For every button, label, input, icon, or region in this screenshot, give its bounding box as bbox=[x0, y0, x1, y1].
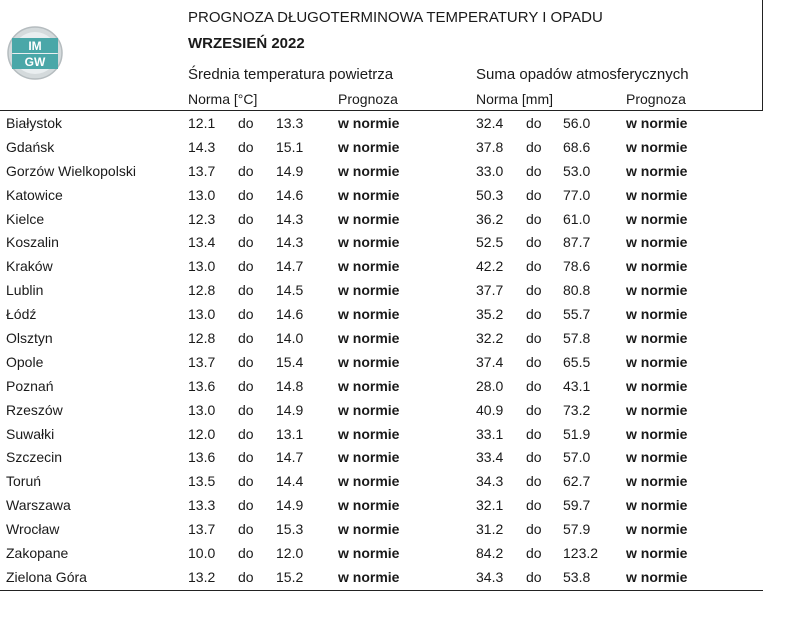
precipitation-section-title: Suma opadów atmosferycznych bbox=[476, 66, 689, 83]
precipitation-forecast-header: Prognoza bbox=[626, 91, 686, 107]
precip-norm-max: 65.5 bbox=[563, 353, 591, 370]
temp-forecast: w normie bbox=[338, 115, 400, 131]
temp-forecast: w normie bbox=[338, 138, 400, 155]
table-row bbox=[0, 351, 800, 375]
table-row bbox=[0, 470, 800, 494]
table-row bbox=[0, 542, 800, 566]
temp-forecast: w normie bbox=[338, 210, 400, 227]
precip-norm-min: 84.2 bbox=[476, 545, 504, 562]
precip-range-to: do bbox=[526, 258, 542, 275]
temp-range-to: do bbox=[238, 306, 254, 323]
temp-norm-min: 13.4 bbox=[188, 234, 216, 251]
temp-norm-min: 13.3 bbox=[188, 497, 216, 514]
precip-range-to: do bbox=[526, 377, 542, 394]
city-name: Suwałki bbox=[6, 425, 55, 442]
temp-norm-max: 14.6 bbox=[276, 306, 304, 323]
precip-norm-max: 123.2 bbox=[563, 545, 599, 562]
temp-norm-min: 13.0 bbox=[188, 401, 216, 418]
city-name: Zielona Góra bbox=[6, 568, 87, 585]
temp-range-to: do bbox=[238, 568, 254, 585]
temp-range-to: do bbox=[238, 497, 254, 514]
temp-norm-min: 14.3 bbox=[188, 138, 216, 155]
precip-forecast: w normie bbox=[626, 449, 688, 466]
table-row bbox=[0, 160, 800, 184]
temperature-norm-header: Norma [°C] bbox=[188, 91, 258, 107]
temp-norm-max: 14.3 bbox=[276, 210, 304, 227]
table-row bbox=[0, 255, 800, 279]
temp-norm-min: 13.0 bbox=[188, 186, 216, 203]
precip-norm-min: 42.2 bbox=[476, 258, 504, 275]
table-row bbox=[0, 208, 800, 232]
temp-forecast: w normie bbox=[338, 306, 400, 323]
city-name: Koszalin bbox=[6, 234, 59, 251]
precip-range-to: do bbox=[526, 425, 542, 442]
precip-norm-min: 33.4 bbox=[476, 449, 504, 466]
precip-norm-min: 35.2 bbox=[476, 306, 504, 323]
table-row bbox=[0, 375, 800, 399]
temp-range-to: do bbox=[238, 401, 254, 418]
precip-forecast: w normie bbox=[626, 353, 688, 370]
temp-norm-min: 13.7 bbox=[188, 162, 216, 179]
city-name: Łódź bbox=[6, 306, 37, 323]
precip-range-to: do bbox=[526, 473, 542, 490]
logo-text-top: IM bbox=[28, 39, 42, 53]
precip-range-to: do bbox=[526, 186, 542, 203]
table-row bbox=[0, 399, 800, 423]
precip-norm-min: 32.4 bbox=[476, 115, 504, 131]
temp-forecast: w normie bbox=[338, 521, 400, 538]
temp-norm-max: 14.4 bbox=[276, 473, 304, 490]
imgw-logo bbox=[6, 26, 64, 80]
precip-forecast: w normie bbox=[626, 473, 688, 490]
precip-forecast: w normie bbox=[626, 377, 688, 394]
temp-forecast: w normie bbox=[338, 401, 400, 418]
temperature-section-title: Średnia temperatura powietrza bbox=[188, 66, 394, 83]
precip-forecast: w normie bbox=[626, 282, 688, 299]
temp-forecast: w normie bbox=[338, 353, 400, 370]
city-name: Rzeszów bbox=[6, 401, 63, 418]
precip-forecast: w normie bbox=[626, 497, 688, 514]
temp-forecast: w normie bbox=[338, 449, 400, 466]
temp-norm-min: 13.2 bbox=[188, 568, 216, 585]
header-right-border bbox=[762, 0, 763, 111]
temp-norm-max: 14.9 bbox=[276, 162, 304, 179]
temp-norm-max: 14.5 bbox=[276, 282, 304, 299]
temp-norm-min: 13.0 bbox=[188, 258, 216, 275]
table-row bbox=[0, 184, 800, 208]
precip-norm-min: 33.0 bbox=[476, 162, 504, 179]
temp-norm-min: 13.6 bbox=[188, 377, 216, 394]
header-divider bbox=[0, 110, 763, 111]
temp-norm-max: 14.8 bbox=[276, 377, 304, 394]
temp-norm-min: 13.0 bbox=[188, 306, 216, 323]
forecast-table bbox=[0, 112, 800, 590]
precip-norm-min: 33.1 bbox=[476, 425, 504, 442]
table-row bbox=[0, 136, 800, 160]
temp-forecast: w normie bbox=[338, 377, 400, 394]
precip-forecast: w normie bbox=[626, 138, 688, 155]
temp-norm-max: 14.9 bbox=[276, 497, 304, 514]
precip-range-to: do bbox=[526, 497, 542, 514]
precip-norm-min: 52.5 bbox=[476, 234, 504, 251]
precip-norm-max: 51.9 bbox=[563, 425, 591, 442]
logo-text-bottom: GW bbox=[24, 55, 46, 69]
temp-norm-min: 13.5 bbox=[188, 473, 216, 490]
city-name: Szczecin bbox=[6, 449, 63, 466]
precip-forecast: w normie bbox=[626, 186, 688, 203]
city-name: Gorzów Wielkopolski bbox=[6, 162, 136, 179]
temp-range-to: do bbox=[238, 234, 254, 251]
precip-norm-max: 59.7 bbox=[563, 497, 591, 514]
temp-norm-min: 13.7 bbox=[188, 353, 216, 370]
precip-range-to: do bbox=[526, 138, 542, 155]
precip-norm-min: 32.1 bbox=[476, 497, 504, 514]
temp-forecast: w normie bbox=[338, 234, 400, 251]
temp-range-to: do bbox=[238, 282, 254, 299]
precip-forecast: w normie bbox=[626, 115, 688, 131]
temp-norm-max: 13.1 bbox=[276, 425, 304, 442]
temp-norm-max: 15.1 bbox=[276, 138, 304, 155]
precip-norm-max: 78.6 bbox=[563, 258, 591, 275]
temp-norm-max: 14.7 bbox=[276, 449, 304, 466]
temp-forecast: w normie bbox=[338, 282, 400, 299]
temp-range-to: do bbox=[238, 186, 254, 203]
precip-norm-max: 62.7 bbox=[563, 473, 591, 490]
precip-norm-min: 34.3 bbox=[476, 473, 504, 490]
precip-range-to: do bbox=[526, 568, 542, 585]
temp-range-to: do bbox=[238, 377, 254, 394]
temp-range-to: do bbox=[238, 330, 254, 347]
table-row bbox=[0, 112, 800, 136]
temp-forecast: w normie bbox=[338, 473, 400, 490]
temp-norm-min: 12.3 bbox=[188, 210, 216, 227]
temp-range-to: do bbox=[238, 473, 254, 490]
precip-norm-max: 61.0 bbox=[563, 210, 591, 227]
precip-forecast: w normie bbox=[626, 330, 688, 347]
precip-forecast: w normie bbox=[626, 210, 688, 227]
precip-range-to: do bbox=[526, 282, 542, 299]
temp-range-to: do bbox=[238, 210, 254, 227]
temp-forecast: w normie bbox=[338, 568, 400, 585]
precip-forecast: w normie bbox=[626, 521, 688, 538]
precip-range-to: do bbox=[526, 545, 542, 562]
forecast-month: WRZESIEŃ 2022 bbox=[188, 35, 305, 52]
temp-norm-min: 13.7 bbox=[188, 521, 216, 538]
temp-forecast: w normie bbox=[338, 425, 400, 442]
table-row bbox=[0, 518, 800, 542]
city-name: Kraków bbox=[6, 258, 53, 275]
precip-norm-max: 57.0 bbox=[563, 449, 591, 466]
temp-forecast: w normie bbox=[338, 497, 400, 514]
city-name: Katowice bbox=[6, 186, 63, 203]
precip-forecast: w normie bbox=[626, 258, 688, 275]
precip-norm-min: 37.7 bbox=[476, 282, 504, 299]
temp-norm-max: 13.3 bbox=[276, 115, 304, 131]
precip-norm-max: 80.8 bbox=[563, 282, 591, 299]
temp-norm-max: 14.9 bbox=[276, 401, 304, 418]
precip-forecast: w normie bbox=[626, 162, 688, 179]
precip-forecast: w normie bbox=[626, 306, 688, 323]
table-bottom-border bbox=[0, 590, 763, 591]
city-name: Gdańsk bbox=[6, 138, 55, 155]
precip-norm-max: 55.7 bbox=[563, 306, 591, 323]
precip-range-to: do bbox=[526, 449, 542, 466]
precip-norm-min: 32.2 bbox=[476, 330, 504, 347]
temp-range-to: do bbox=[238, 545, 254, 562]
temp-norm-min: 12.0 bbox=[188, 425, 216, 442]
precip-norm-max: 68.6 bbox=[563, 138, 591, 155]
precip-forecast: w normie bbox=[626, 401, 688, 418]
table-row bbox=[0, 423, 800, 447]
temp-forecast: w normie bbox=[338, 186, 400, 203]
city-name: Toruń bbox=[6, 473, 42, 490]
precip-forecast: w normie bbox=[626, 234, 688, 251]
table-row bbox=[0, 494, 800, 518]
city-name: Olsztyn bbox=[6, 330, 53, 347]
precip-range-to: do bbox=[526, 234, 542, 251]
precip-range-to: do bbox=[526, 521, 542, 538]
table-row bbox=[0, 327, 800, 351]
precipitation-norm-header: Norma [mm] bbox=[476, 91, 553, 107]
table-row bbox=[0, 303, 800, 327]
precip-forecast: w normie bbox=[626, 425, 688, 442]
precip-range-to: do bbox=[526, 162, 542, 179]
temp-norm-max: 14.0 bbox=[276, 330, 304, 347]
precip-norm-min: 40.9 bbox=[476, 401, 504, 418]
city-name: Lublin bbox=[6, 282, 44, 299]
temp-norm-max: 14.7 bbox=[276, 258, 304, 275]
temp-range-to: do bbox=[238, 425, 254, 442]
temp-range-to: do bbox=[238, 449, 254, 466]
precip-norm-min: 50.3 bbox=[476, 186, 504, 203]
precip-forecast: w normie bbox=[626, 545, 688, 562]
precip-range-to: do bbox=[526, 401, 542, 418]
table-row bbox=[0, 279, 800, 303]
temp-norm-max: 15.2 bbox=[276, 568, 304, 585]
precip-norm-min: 31.2 bbox=[476, 521, 504, 538]
temp-norm-min: 12.1 bbox=[188, 115, 216, 131]
temp-norm-max: 14.6 bbox=[276, 186, 304, 203]
city-name: Białystok bbox=[6, 115, 63, 131]
temp-range-to: do bbox=[238, 138, 254, 155]
precip-norm-min: 37.8 bbox=[476, 138, 504, 155]
precip-norm-min: 34.3 bbox=[476, 568, 504, 585]
city-name: Zakopane bbox=[6, 545, 69, 562]
document-title: PROGNOZA DŁUGOTERMINOWA TEMPERATURY I OPADU bbox=[188, 9, 603, 26]
temp-norm-max: 12.0 bbox=[276, 545, 304, 562]
city-name: Kielce bbox=[6, 210, 45, 227]
temp-norm-min: 12.8 bbox=[188, 330, 216, 347]
precip-norm-max: 56.0 bbox=[563, 115, 591, 131]
city-name: Warszawa bbox=[6, 497, 71, 514]
temp-range-to: do bbox=[238, 353, 254, 370]
temp-norm-max: 15.4 bbox=[276, 353, 304, 370]
precip-range-to: do bbox=[526, 306, 542, 323]
temp-forecast: w normie bbox=[338, 330, 400, 347]
table-row bbox=[0, 231, 800, 255]
precip-norm-min: 36.2 bbox=[476, 210, 504, 227]
temp-forecast: w normie bbox=[338, 545, 400, 562]
precip-norm-max: 87.7 bbox=[563, 234, 591, 251]
precip-norm-max: 53.8 bbox=[563, 568, 591, 585]
temp-range-to: do bbox=[238, 162, 254, 179]
temperature-forecast-header: Prognoza bbox=[338, 91, 398, 107]
temp-norm-max: 14.3 bbox=[276, 234, 304, 251]
city-name: Opole bbox=[6, 353, 44, 370]
precip-norm-max: 73.2 bbox=[563, 401, 591, 418]
precip-range-to: do bbox=[526, 330, 542, 347]
precip-norm-max: 53.0 bbox=[563, 162, 591, 179]
temp-norm-max: 15.3 bbox=[276, 521, 304, 538]
precip-norm-max: 57.8 bbox=[563, 330, 591, 347]
temp-norm-min: 13.6 bbox=[188, 449, 216, 466]
precip-norm-max: 57.9 bbox=[563, 521, 591, 538]
temp-forecast: w normie bbox=[338, 162, 400, 179]
precip-norm-min: 37.4 bbox=[476, 353, 504, 370]
temp-range-to: do bbox=[238, 521, 254, 538]
temp-range-to: do bbox=[238, 115, 254, 131]
city-name: Poznań bbox=[6, 377, 54, 394]
precip-range-to: do bbox=[526, 115, 542, 131]
table-row bbox=[0, 446, 800, 470]
precip-range-to: do bbox=[526, 353, 542, 370]
precip-norm-max: 43.1 bbox=[563, 377, 591, 394]
precip-range-to: do bbox=[526, 210, 542, 227]
precip-norm-max: 77.0 bbox=[563, 186, 591, 203]
temp-norm-min: 10.0 bbox=[188, 545, 216, 562]
precip-norm-min: 28.0 bbox=[476, 377, 504, 394]
temp-forecast: w normie bbox=[338, 258, 400, 275]
temp-norm-min: 12.8 bbox=[188, 282, 216, 299]
precip-forecast: w normie bbox=[626, 568, 688, 585]
table-row bbox=[0, 566, 800, 590]
temp-range-to: do bbox=[238, 258, 254, 275]
city-name: Wrocław bbox=[6, 521, 60, 538]
